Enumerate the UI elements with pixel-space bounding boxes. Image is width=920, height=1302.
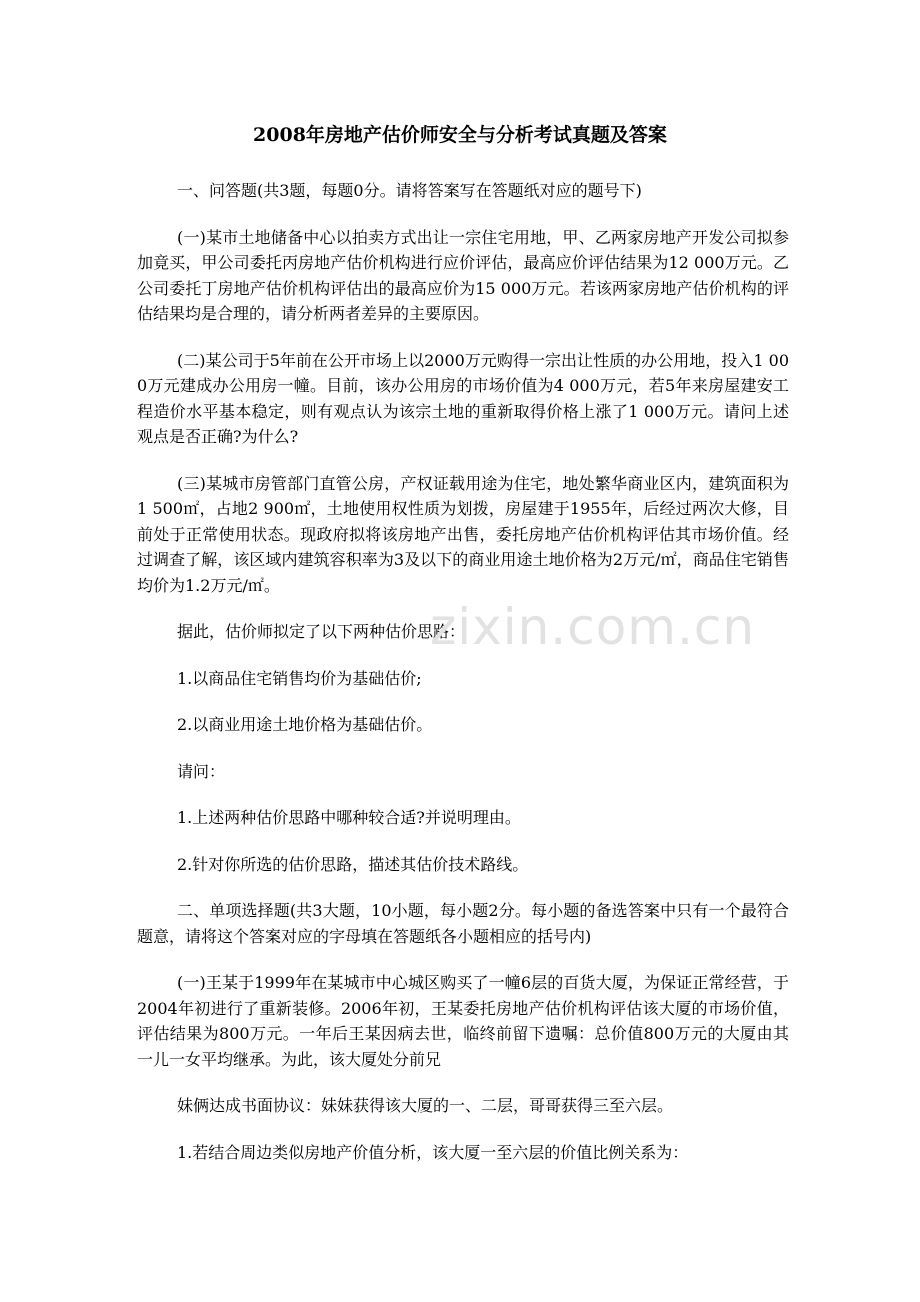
section-heading-single-choice: 二、单项选择题(共3大题，10小题，每小题2分。每小题的备选答案中只有一个最符合题意，请将这个答案对应的字母填在答题纸各小题相应的括号内) <box>137 901 789 946</box>
question-paragraph-2: (二)某公司于5年前在公开市场上以2000万元购得一宗出让性质的办公用地，投入1 000万元建成办公用房一幢。目前，该办公用房的市场价值为4 000万元，若5年来房屋建安工程造价水平基本稳定，则有观点认为该宗土地的重新取得价格上涨了1 000万元。请问上述观点是否正确?为什么? <box>137 350 789 446</box>
section-heading-qa: 一、问答题(共3题，每题0分。请将答案写在答题纸对应的题号下) <box>177 181 642 200</box>
choice-question-1: 1.若结合周边类似房地产价值分析，该大厦一至六层的价值比例关系为： <box>177 1142 689 1162</box>
sub-question-1: 1.上述两种估价思路中哪种较合适?并说明理由。 <box>177 808 521 827</box>
question-prompt: 请问： <box>177 761 226 781</box>
document-body <box>137 178 789 1186</box>
case-paragraph-1: (一)王某于1999年在某城市中心城区购买了一幢6层的百货大厦，为保证正常经营，于2004年初进行了重新装修。2006年初，王某委托房地产估价机构评估该大厦的市场价值，评估结果为800万元。一年后王某因病去世，临终前留下遗嘱：总价值800万元的大厦由其一儿一女平均继承。为此，该大厦处分前兄 <box>137 973 789 1069</box>
question-intro: 据此，估价师拟定了以下两种估价思路： <box>177 622 466 641</box>
watermark-text: zixin.com.cn <box>430 598 756 656</box>
approach-2: 2.以商业用途土地价格为基础估价。 <box>177 715 433 734</box>
case-paragraph-2: 妹俩达成书面协议：妹妹获得该大厦的一、二层，哥哥获得三至六层。 <box>177 1096 674 1115</box>
question-paragraph-1: (一)某市土地储备中心以拍卖方式出让一宗住宅用地，甲、乙两家房地产开发公司拟参加竟买，甲公司委托丙房地产估价机构进行应价评估，最高应价评估结果为12 000万元。乙公司委托丁房地产估价机构评估出的最高应价为15 000万元。若该两家房地产估价机构的评估结果均是合理的，请分析两者差异的主要原因。 <box>137 227 789 323</box>
approach-1: 1.以商品住宅销售均价为基础估价; <box>177 668 422 688</box>
sub-question-2: 2.针对你所选的估价思路，描述其估价技术路线。 <box>177 854 529 874</box>
question-paragraph-3: (三)某城市房管部门直管公房，产权证载用途为住宅，地处繁华商业区内，建筑面积为1 500㎡，占地2 900㎡，土地使用权性质为划拨，房屋建于1955年，后经过两次大修，目前处于正常使用状态。现政府拟将该房地产出售，委托房地产估价机构评估其市场价值。经过调查了解，该区域内建筑容积率为3及以下的商业用途土地价格为2万元/㎡，商品住宅销售均价为1.2万元/㎡。 <box>137 473 789 595</box>
document-title: 2008年房地产估价师安全与分析考试真题及答案 <box>253 124 667 146</box>
